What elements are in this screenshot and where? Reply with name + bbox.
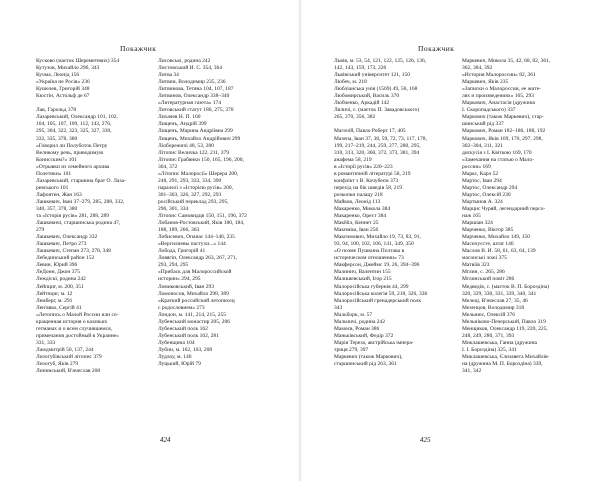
index-entry: Менщиков, Олександр 119, 220, 225,	[462, 325, 548, 332]
index-entry: Лебединський район 152	[36, 255, 95, 262]
index-entry: примечания достойный в Украине»	[36, 332, 119, 339]
index-entry: Лашкевич, Олександр 332	[36, 234, 98, 241]
index-entry: Лихачев Н. П. 160	[158, 114, 201, 121]
index-entry: Лейпциг, м. 200, 351	[36, 283, 84, 290]
index-entry: «Україна не Росія» 236	[36, 79, 90, 86]
index-entry: Лубенський полк 102, 281	[158, 332, 219, 339]
index-entry: Литвин, Володимир 235, 236	[158, 79, 226, 86]
index-entry: конфлікт з В. Кочубеєм 373	[334, 177, 399, 184]
index-entry: Мглин, с. 265, 286	[462, 269, 505, 276]
index-entry: Ловягін, Олександр 263, 267, 271,	[158, 255, 238, 262]
index-entry: дискусія з І. Квіткою 169, 170	[462, 149, 532, 156]
index-entry: Майков, Леонід 113	[334, 198, 381, 205]
index-entry: «История Малороссии» 82, 361	[462, 72, 536, 79]
index-entry: Мартынов А. 324	[462, 198, 503, 205]
index-entry: Мартос, Іван 294	[462, 177, 502, 184]
index-entry: Мальборк, м. 57	[334, 311, 373, 318]
index-entry: Маркович (також Маркевич), стар-	[462, 114, 544, 121]
index-entry: Лизогуб, Яків 279	[36, 361, 79, 368]
page-header: Покажчик	[120, 44, 157, 53]
index-entry: «Летопись о Малой России или со-	[36, 311, 119, 318]
index-entry: Лобода, Григорій 41	[158, 248, 206, 255]
index-entry: Кучма, Леонід 156	[36, 72, 80, 79]
index-entry: 364, 372	[158, 163, 178, 170]
index-entry: Лашкевич, Петро 273	[36, 241, 87, 248]
index-entry: Левин, Юрий 396	[36, 262, 78, 269]
index-entry: Миклашевська, Ганна (дружина	[462, 339, 537, 346]
index-entry: російський переклад 293, 295,	[158, 198, 229, 205]
index-entry: Лав, Гарольд 378	[36, 107, 77, 114]
index-entry: Маньківський, Федір 372	[334, 332, 394, 339]
index-entry: Любомирський, Василь 370	[334, 93, 400, 100]
index-entry: Литва 34	[158, 72, 179, 79]
index-entry: Луцький, Юрій 79	[158, 361, 201, 368]
index-entry: «Вергилиевы пастухи...» 144	[158, 241, 226, 248]
index-entry: 331, 333	[36, 339, 56, 346]
index-entry: Леждіскі, родина 242	[36, 276, 86, 283]
index-entry: Лищенъ, Марина Андріївна 299	[158, 128, 233, 135]
index-entry: масонські ложі 375	[462, 255, 507, 262]
index-entry: Маркевич, Яків 235	[462, 79, 509, 86]
index-entry: триця 279, 397	[334, 346, 369, 353]
index-entry: Літопис Самовидця 150, 151, 196, 372	[158, 213, 247, 220]
index-entry: 301–303, 326, 327, 292, 293	[158, 191, 222, 198]
index-entry: ревського 101	[36, 184, 69, 191]
index-entry: на (дружина М. П. Бороздіна) 339,	[462, 361, 543, 368]
index-entry: Мелеці, В'ячеслав 27, 35, 46	[462, 297, 528, 304]
index-entry: Мглинський повіт 286	[462, 276, 515, 283]
index-entry: Любеч, м. 218	[334, 79, 367, 86]
index-entry: Марцис Чуряй, легендарний персо-	[462, 205, 546, 212]
index-entry: Миклашевська, Єлизавета Михайлів-	[462, 353, 550, 360]
index-entry: Кутузов, Михайло 296, 343	[36, 65, 100, 72]
index-entry: Ломоносов, Михайло 298, 389	[158, 290, 229, 297]
index-entry: «Записки о Малороссии, ее жите-	[462, 86, 542, 93]
index-column-right	[158, 58, 282, 368]
index-entry: Литвинова, Тетяна 104, 107, 187	[158, 86, 234, 93]
index-entry: Любченко, Аркадій 142	[334, 100, 390, 107]
index-entry: Мазепа, Іван 37, 38, 59, 72, 73, 117, 178,	[334, 135, 427, 142]
index-column-left	[334, 58, 460, 368]
index-entry: кращенная история о казачьих	[36, 318, 108, 325]
index-entry: І. Скоропадського) 337	[462, 107, 516, 114]
index-entry: Максимович, Михайло 19, 73, 83, 91,	[334, 234, 421, 241]
index-entry: в «Історії русів» 220–223	[334, 163, 393, 170]
index-entry: 248, 249, 280, 371, 393	[462, 332, 515, 339]
index-entry: Марія Тереза, австрійська імпера-	[334, 339, 414, 346]
index-entry: «О поэме Пушкина Полтава в	[334, 248, 405, 255]
index-entry: Макаренко, Микола 384	[334, 205, 391, 212]
index-entry: «Отрывки из семейного архива	[36, 163, 110, 170]
index-entry: историческом отношении» 73	[334, 255, 404, 262]
index-entry: Маршіан 324	[462, 220, 493, 227]
index-entry: Макферсон, Джеймс 19, 26, 394–396	[334, 262, 420, 269]
index-entry: Лашкевич, Степан 273, 278, 348	[36, 248, 111, 255]
index-entry: Мельнюс, Олексій 376	[462, 311, 515, 318]
index-entry: Мельніково-Печерський, Павло 319	[462, 318, 546, 325]
index-entry: паралелі з «Історією русів» 200,	[158, 184, 233, 191]
index-entry: Мартос, Олександр 294	[462, 184, 518, 191]
index-entry: Мальчичі, родина 242	[334, 318, 386, 325]
index-entry: 142, 143, 159, 173, 226	[334, 65, 387, 72]
index-entry: с родословием» 273	[158, 304, 205, 311]
index-entry: Лудлоу, м. 146	[158, 353, 192, 360]
index-entry: Малоросійська губернія 44, 299	[334, 283, 409, 290]
index-entry: Кушелев, Григорій 348	[36, 86, 90, 93]
index-entry: Лазаревський, Олександр 101, 102,	[36, 114, 118, 121]
index-entry: наж 165	[462, 213, 481, 220]
index-entry: Маркович, Роман 182–186, 188, 192	[462, 128, 546, 135]
index-entry: Лафонтен, Жан 163	[36, 191, 82, 198]
index-entry: перехід на бік шведів 58, 219	[334, 184, 403, 191]
index-entry: Львівський університет 121, 150	[334, 72, 411, 79]
page-number: 425	[420, 436, 431, 444]
index-entry: Литвинов, Олександр 338–340	[158, 93, 230, 100]
index-entry: Марченко, Михайло 149, 150	[462, 234, 531, 241]
index-entry: Мезенцов, Володимир 318	[462, 304, 525, 311]
index-entry: Лищенъ, Андрій 399	[158, 121, 207, 128]
index-entry: «Говорил ли Полуботок Петру	[36, 142, 108, 149]
index-entry: 362, 384, 392	[462, 65, 493, 72]
index-entry: россии» 169	[462, 163, 491, 170]
index-entry: «Литературная газета» 174	[158, 100, 222, 107]
index-entry: 343	[334, 304, 343, 311]
index-entry: та «Історія русів» 281, 288, 289	[36, 213, 109, 220]
index-entry: истории» 294, 295	[158, 276, 201, 283]
index-entry: Медведів, с. (маєток В. П. Бороздіна)	[462, 283, 550, 290]
index-entry: Любліанська унія (1569) 49, 56, 168	[334, 86, 418, 93]
index-entry: Лжедмитрій 50, 137, 244	[36, 346, 94, 353]
index-entry: 320, 329, 330, 331, 339, 340, 341	[462, 290, 537, 297]
index-entry: Лашкевичі, старшинська родина 47,	[36, 220, 121, 227]
index-entry: старшинський рід 263, 361	[334, 361, 397, 368]
index-entry: І. І. Бороздіна) 325, 341	[462, 346, 517, 353]
index-column-left	[36, 58, 156, 375]
index-entry: Лобисевич, Опанас 144–146, 235	[158, 234, 235, 241]
index-entry: Литовський статут 186, 275, 370	[158, 107, 234, 114]
index-entry: 340, 357, 378, 380	[36, 205, 78, 212]
index-entry: «Замечания на статью о Мало-	[462, 156, 534, 163]
index-entry: 199, 217–219, 244, 259, 277, 280, 295,	[334, 142, 421, 149]
index-entry: Лашкевич, Іван 37–279, 285, 288, 332,	[36, 198, 125, 205]
index-entry: Маркс, Карл 52	[462, 170, 499, 177]
index-entry: 310, 313, 320, 360, 372, 373, 381, 394	[334, 149, 420, 156]
index-entry: Великому речь, приводимую	[36, 149, 104, 156]
index-entry: ЛеДонн, Джон 375	[36, 269, 81, 276]
index-entry: гетманах и о всем случившемся,	[36, 325, 112, 332]
index-entry: Лубенський монастир 205, 206	[158, 318, 231, 325]
right-page	[300, 0, 600, 481]
index-entry: Марченко, Віктор 385	[462, 227, 514, 234]
index-entry: Листовський И. С. 354, 364	[158, 65, 223, 72]
index-entry: 295, 304, 322, 323, 325, 327, 330,	[36, 128, 112, 135]
index-entry: Малинич, Валентин 155	[334, 269, 391, 276]
index-entry: Полетики» 101	[36, 170, 72, 177]
index-entry: 302–304, 311, 321	[462, 142, 504, 149]
index-entry: Конисским?» 101	[36, 156, 77, 163]
index-entry: 248, 291, 293, 333, 334, 390	[158, 177, 222, 184]
index-entry: 188, 189, 266, 363	[158, 227, 200, 234]
index-entry: Малоросійський гренадерський полк	[334, 297, 422, 304]
index-entry: Маркович, Анастасія (дружина	[462, 100, 535, 107]
index-entry: Маслов В. И. 58, 61, 63, 64, 139	[462, 248, 536, 255]
index-entry: 93, 94, 100, 102, 106, 141, 349, 350	[334, 241, 414, 248]
index-entry: Львів, м. 53, 54, 121, 122, 125, 126, 136,	[334, 58, 427, 64]
index-entry: Ломиковський, Іван 293	[158, 283, 214, 290]
index-entry: 341, 342	[462, 368, 482, 375]
index-entry: Матвіїв 323	[462, 262, 490, 269]
index-entry: «Прибаск для Малороссийской	[158, 269, 232, 276]
index-entry: Малишевський, Ігор 215	[334, 276, 392, 283]
index-entry	[334, 121, 460, 128]
index-entry: Лубни, м. 162, 163, 208	[158, 346, 213, 353]
index-entry: Лейтпциг, м. 12	[36, 290, 73, 297]
index-entry: в романтичній літературі 58, 219	[334, 170, 411, 177]
index-entry: Лемберг, м. 291	[36, 297, 73, 304]
index-entry: Маркевич, Микола 35, 42, 68, 82, 361,	[462, 58, 551, 64]
index-entry: Лазаревський, старшина брат О. Лаза-	[36, 177, 126, 184]
index-entry: Масичуєсте, штат 146	[462, 241, 514, 248]
page-number: 424	[160, 436, 171, 444]
index-entry: лях и произведениях» 165, 293	[462, 93, 534, 100]
index-entry: «Краткий российский летописец	[158, 297, 235, 304]
index-entry: Кюстін, Астольф де 67	[36, 93, 90, 100]
index-entry: Макаренко, Орест 384	[334, 213, 387, 220]
index-entry: Літопис Грабянки 150, 165, 196, 200,	[158, 156, 244, 163]
index-entry: Лизогубівський літопис 379	[36, 353, 102, 360]
index-entry: 332, 335, 378, 380	[36, 135, 78, 142]
index-entry: Макнміш, Іван 256	[334, 227, 379, 234]
index-entry: Магочій, Павло Роберт 17, 405	[334, 128, 406, 135]
index-entry: Лен'явко, Сергій 41	[36, 304, 82, 311]
index-column-right	[462, 58, 586, 375]
index-entry: Ліоборежичі 48, 53, 280	[158, 142, 214, 149]
index-entry: 296, 301, 334	[158, 205, 189, 212]
index-entry: Лищенъ, Михайло Андрійович 299	[158, 135, 241, 142]
index-entry: шинський рід 337	[462, 121, 504, 128]
index-entry: розкопки палацу 218	[334, 191, 383, 198]
page-header: Покажчик	[418, 44, 455, 53]
index-entry: МакНіл, Кеннет 25	[334, 220, 379, 227]
index-entry: Маркевич (також Маркович),	[334, 353, 403, 360]
index-entry: 104, 105, 107, 109, 112, 143, 276,	[36, 121, 112, 128]
index-entry: Лобанов-Ростовський, Яків 180, 184,	[158, 220, 245, 227]
index-entry: Ляличі, с. (маєток П. Завадовського)	[334, 107, 420, 114]
index-entry	[36, 100, 156, 107]
index-entry: 279	[36, 227, 45, 234]
index-entry: Мартос, Олексій 230	[462, 191, 511, 198]
index-entry: Мамоєв, Роман 386	[334, 325, 380, 332]
index-entry: «Літопис Малоросії» Шерера 200,	[158, 170, 239, 177]
index-entry: Кусково (маєток Шереметевих) 354	[36, 58, 120, 64]
index-entry: Липинський, В'ячеслав 208	[36, 368, 101, 375]
index-entry: Літопис Величка 122, 211, 379	[158, 149, 230, 156]
index-entry: Лондон, м. 141, 214, 215, 255	[158, 311, 227, 318]
index-entry: Малоросійська колегія 59, 218, 326, 336	[334, 290, 428, 297]
index-entry: Лубенський полк 162	[158, 325, 208, 332]
index-entry: анафема 58, 219	[334, 156, 372, 163]
index-entry: Лубенщина 104	[158, 339, 195, 346]
index-entry: Лисовські, родина 242	[158, 58, 211, 64]
index-entry: 293, 294, 295	[158, 262, 189, 269]
index-entry: 265, 270, 356, 382	[334, 114, 376, 121]
index-entry: Маркович, Яків 169, 170, 297, 298,	[462, 135, 543, 142]
